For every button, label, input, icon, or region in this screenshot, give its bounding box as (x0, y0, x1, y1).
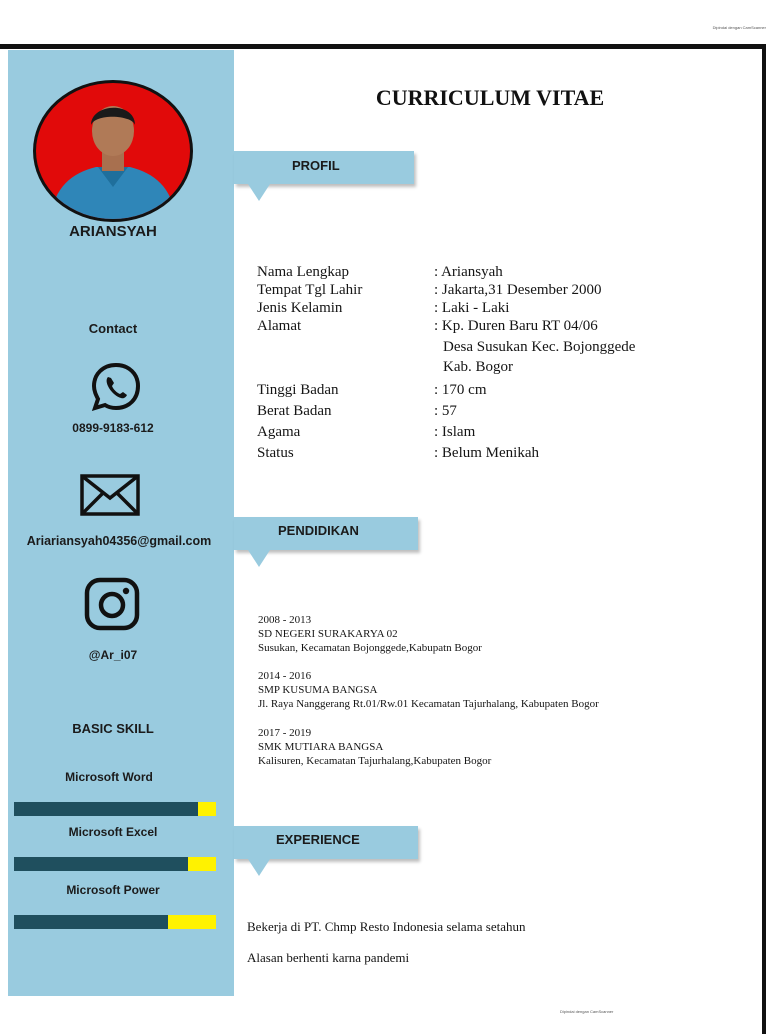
candidate-name: ARIANSYAH (69, 223, 157, 240)
education-entry (258, 613, 482, 655)
whatsapp-icon (90, 361, 142, 411)
avatar (33, 80, 193, 222)
education-school: SD NEGERI SURAKARYA 02 (258, 628, 398, 640)
mail-icon (80, 473, 140, 517)
skill-bar-word (14, 802, 216, 816)
skill-bar-power (14, 915, 216, 929)
phone-number: 0899-9183-612 (72, 421, 154, 435)
contact-heading: Contact (88, 321, 138, 336)
skill-label-excel: Microsoft Excel (68, 825, 158, 839)
skill-bar-excel (14, 857, 216, 871)
education-school: SMP KUSUMA BANGSA (258, 684, 378, 696)
section-education-heading: PENDIDIKAN (278, 523, 359, 538)
scan-watermark-bottom: Dipindai dengan CamScanner (560, 1009, 614, 1014)
experience-item: Alasan berhenti karna pandemi (247, 950, 410, 965)
education-address: Jl. Raya Nanggerang Rt.01/Rw.01 Kecamatan Tajurhalang, Kabupaten Bogor (258, 698, 599, 710)
section-experience-heading: EXPERIENCE (276, 832, 360, 847)
instagram-icon (84, 577, 140, 631)
address-line-2: Desa Susukan Kec. Bojonggede (443, 339, 636, 355)
education-years: 2008 - 2013 (258, 614, 312, 626)
skill-label-word: Microsoft Word (65, 770, 153, 784)
education-years: 2017 - 2019 (258, 727, 312, 739)
education-ribbon-tail (248, 550, 270, 567)
education-address: Kalisuren, Kecamatan Tajurhalang,Kabupaten Bogor (258, 755, 492, 767)
education-address: Susukan, Kecamatan Bojonggede,Kabupatn Bogor (258, 642, 482, 654)
cv-title: CURRICULUM VITAE (375, 85, 605, 110)
email-address: Ariariansyah04356@gmail.com (26, 534, 212, 548)
experience-ribbon-tail (248, 859, 270, 876)
instagram-handle: @Ar_i07 (88, 648, 138, 662)
experience-item: Bekerja di PT. Chmp Resto Indonesia selama setahun (247, 919, 526, 934)
scan-watermark: Dipindai dengan CamScanner (712, 25, 766, 30)
skill-label-power: Microsoft Power (66, 883, 160, 897)
section-profile-heading: PROFIL (292, 158, 340, 173)
education-entry (258, 669, 599, 711)
education-years: 2014 - 2016 (258, 670, 312, 682)
profile-ribbon-tail (248, 184, 270, 201)
skills-heading: BASIC SKILL (72, 721, 154, 736)
education-entry (258, 726, 491, 768)
address-line-3: Kab. Bogor (443, 359, 513, 375)
education-school: SMK MUTIARA BANGSA (258, 741, 384, 753)
